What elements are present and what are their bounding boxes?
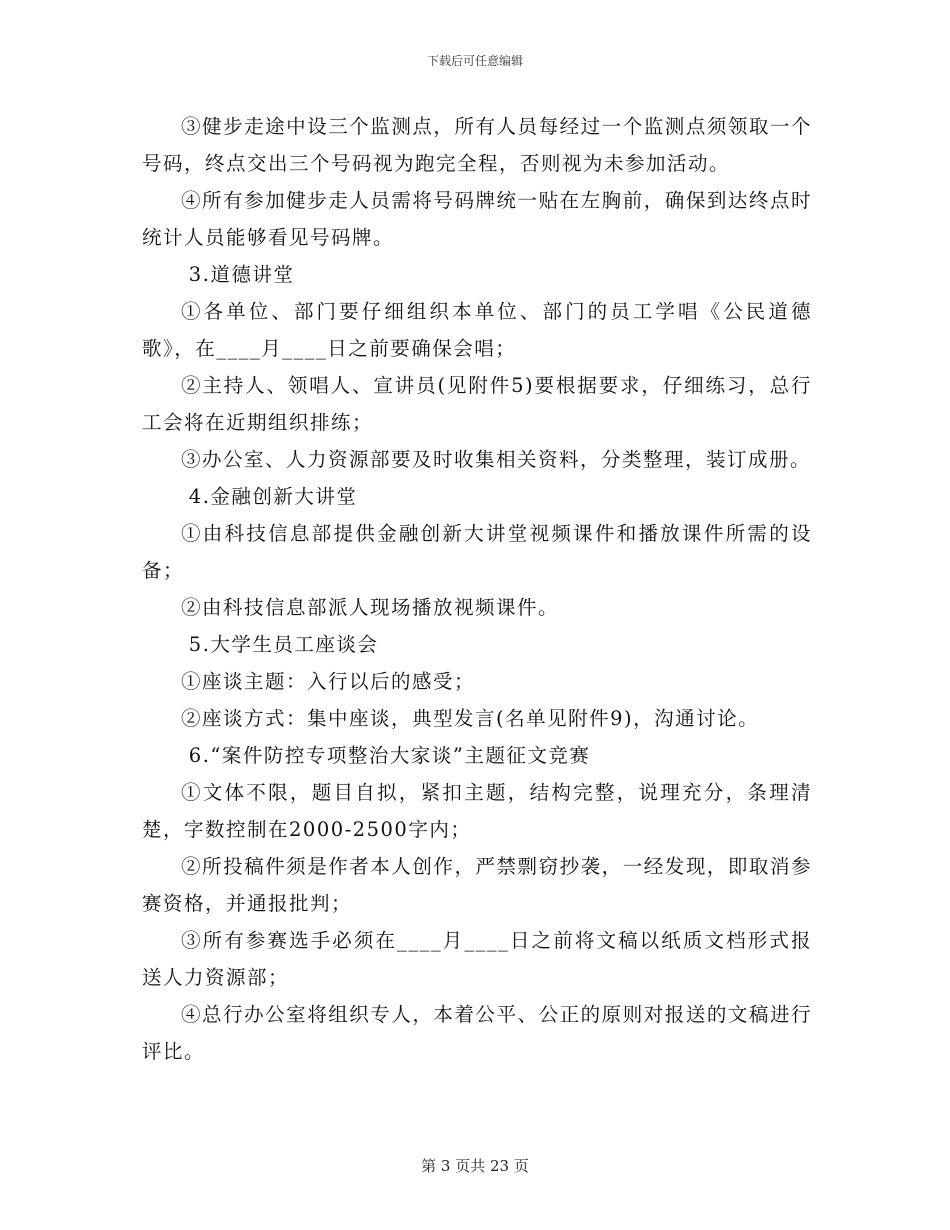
paragraph: ④所有参加健步走人员需将号码牌统一贴在左胸前，确保到达终点时统计人员能够看见号码牌。 [142, 189, 812, 249]
paragraph: ①文体不限，题目自拟，紧扣主题，结构完整，说理充分，条理清楚，字数控制在2000-2500字内； [142, 781, 812, 841]
paragraph: ②座谈方式：集中座谈，典型发言(名单见附件9)，沟通讨论。 [181, 707, 760, 730]
page-footer: 第 3 页共 23 页 [421, 1157, 529, 1175]
page-header: 下载后可任意编辑 [426, 54, 523, 68]
paragraph: ②主持人、领唱人、宣讲员(见附件5)要根据要求，仔细练习，总行工会将在近期组织排练； [142, 374, 812, 434]
paragraph: ③办公室、人力资源部要及时收集相关资料，分类整理，装订成册。 [181, 448, 812, 471]
section-heading: 5.大学生员工座谈会 [188, 633, 379, 656]
paragraph: ③健步走途中设三个监测点，所有人员每经过一个监测点须领取一个号码，终点交出三个号码视为跑完全程，否则视为未参加活动。 [142, 115, 812, 175]
paragraph: ②由科技信息部派人现场播放视频课件。 [181, 596, 560, 619]
paragraph: ①由科技信息部提供金融创新大讲堂视频课件和播放课件所需的设备； [142, 522, 812, 582]
paragraph: ①座谈主题：入行以后的感受； [181, 670, 476, 693]
paragraph: ③所有参赛选手必须在____月____日之前将文稿以纸质文档形式报送人力资源部； [142, 929, 812, 989]
paragraph: ④总行办公室将组织专人，本着公平、公正的原则对报送的文稿进行评比。 [142, 1003, 812, 1063]
section-heading: 6.“案件防控专项整治大家谈”主题征文竞赛 [188, 744, 591, 767]
section-heading: 4.金融创新大讲堂 [188, 485, 358, 508]
paragraph: ②所投稿件须是作者本人创作，严禁剽窃抄袭，一经发现，即取消参赛资格，并通报批判； [142, 855, 812, 915]
section-heading: 3.道德讲堂 [188, 263, 295, 286]
paragraph: ①各单位、部门要仔细组织本单位、部门的员工学唱《公民道德歌》，在____月____日之前要确保会唱； [142, 300, 812, 360]
document-body [142, 108, 812, 1070]
